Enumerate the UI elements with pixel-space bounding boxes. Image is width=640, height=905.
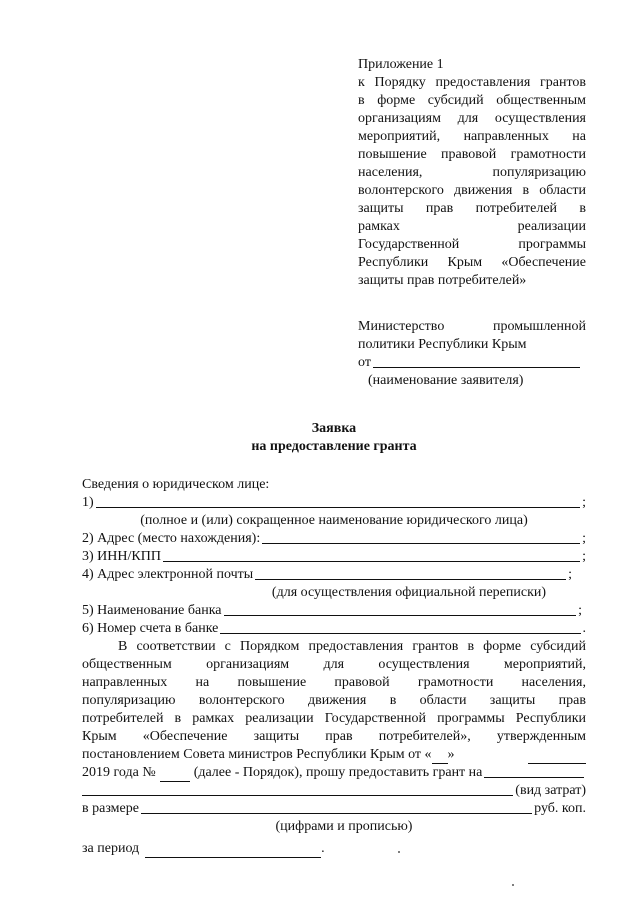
item-end: ; bbox=[582, 531, 586, 546]
paragraph-text: 2019 года № bbox=[82, 765, 156, 780]
decree-month-field[interactable] bbox=[528, 751, 586, 764]
ministry-line: Министерство промышленной bbox=[358, 319, 586, 334]
appendix-line: рамках реализации bbox=[358, 219, 586, 234]
item-end: ; bbox=[582, 495, 586, 510]
paragraph-line-10 bbox=[82, 800, 586, 818]
paragraph-line-9 bbox=[82, 782, 586, 800]
item-label: 1) bbox=[82, 495, 94, 510]
period-field[interactable] bbox=[145, 845, 321, 858]
org-name-caption: (полное и (или) сокращенное наименование юридического лица) bbox=[140, 513, 528, 528]
appendix-line: к Порядку предоставления грантов bbox=[358, 75, 586, 90]
form-row-6 bbox=[82, 620, 586, 638]
applicant-field[interactable] bbox=[373, 366, 580, 368]
paragraph-line: Крым «Обеспечение защиты прав потребителей», утвержденным bbox=[82, 729, 586, 744]
paragraph-line: популяризацию волонтерского движения в области защиты прав bbox=[82, 693, 586, 708]
item-label: 3) ИНН/КПП bbox=[82, 549, 161, 564]
item-end: . bbox=[582, 621, 586, 636]
paragraph-text: (далее - Порядок), прошу предоставить грант на bbox=[193, 765, 483, 780]
paragraph-text: » bbox=[447, 747, 455, 762]
bank-name-field[interactable] bbox=[224, 614, 577, 616]
item-label: 4) Адрес электронной почты bbox=[82, 567, 254, 582]
addressee-block bbox=[358, 318, 586, 390]
amount-field[interactable] bbox=[141, 812, 532, 814]
applicant-caption: (наименование заявителя) bbox=[368, 373, 524, 388]
amount-unit: руб. коп. bbox=[534, 801, 586, 816]
applicant-row bbox=[358, 354, 586, 372]
decree-day-field[interactable] bbox=[432, 751, 448, 764]
email-caption: (для осуществления официальной переписки) bbox=[271, 585, 547, 600]
paragraph-line: В соответствии с Порядком предоставления грантов в форме субсидий bbox=[118, 639, 586, 654]
section-title-text: Сведения о юридическом лице: bbox=[82, 477, 270, 492]
form-row-3 bbox=[82, 548, 586, 566]
ministry-line: политики Республики Крым bbox=[358, 337, 527, 352]
scan-speck bbox=[398, 851, 400, 853]
form-row-5 bbox=[82, 602, 586, 620]
email-field[interactable] bbox=[255, 578, 566, 580]
document-title bbox=[82, 420, 586, 456]
appendix-line: волонтерского движения в области bbox=[358, 183, 586, 198]
title-line: Заявка bbox=[311, 421, 357, 436]
paragraph-line-7 bbox=[82, 746, 586, 764]
form-body bbox=[82, 476, 586, 858]
appendix-line: Республики Крым «Обеспечение bbox=[358, 255, 586, 270]
org-name-field[interactable] bbox=[96, 506, 580, 508]
appendix-line: защиты прав потребителей» bbox=[358, 273, 527, 288]
appendix-line: населения, популяризацию bbox=[358, 165, 586, 180]
expense-type-field[interactable] bbox=[82, 794, 513, 796]
item-label: 2) Адрес (место нахождения): bbox=[82, 531, 261, 546]
appendix-line: защиты прав потребителей в bbox=[358, 201, 586, 216]
paragraph-line: потребителей в рамках реализации Государственной программы Республики bbox=[82, 711, 586, 726]
paragraph-line: общественным организациям для осуществления мероприятий, bbox=[82, 657, 586, 672]
period-label: за период bbox=[82, 841, 140, 856]
grant-purpose-field[interactable] bbox=[484, 776, 584, 778]
address-field[interactable] bbox=[262, 542, 580, 544]
paragraph-text: постановлением Совета министров Республики Крым от « bbox=[82, 747, 432, 762]
from-label: от bbox=[358, 355, 371, 370]
item-label: 6) Номер счета в банке bbox=[82, 621, 219, 636]
form-row-1 bbox=[82, 494, 586, 512]
paragraph-line-8 bbox=[82, 764, 586, 782]
appendix-line: Приложение 1 bbox=[358, 57, 444, 72]
expense-type-caption: (вид затрат) bbox=[515, 783, 586, 798]
item-end: ; bbox=[568, 567, 572, 582]
appendix-line: Государственной программы bbox=[358, 237, 586, 252]
section-title bbox=[82, 476, 586, 494]
amount-label: в размере bbox=[82, 801, 139, 816]
item-end: ; bbox=[582, 549, 586, 564]
scan-speck bbox=[512, 884, 514, 886]
paragraph-line-11 bbox=[82, 840, 586, 858]
appendix-block bbox=[358, 56, 586, 290]
appendix-line: повышение правовой грамотности bbox=[358, 147, 586, 162]
paragraph-line: направленных на повышение правовой грамотности населения, bbox=[82, 675, 586, 690]
period-end: . bbox=[321, 841, 325, 856]
decree-number-field[interactable] bbox=[160, 769, 190, 782]
inn-kpp-field[interactable] bbox=[163, 560, 580, 562]
item-label: 5) Наименование банка bbox=[82, 603, 222, 618]
appendix-line: мероприятий, направленных на bbox=[358, 129, 586, 144]
amount-caption: (цифрами и прописью) bbox=[275, 819, 413, 834]
form-row-4 bbox=[82, 566, 586, 584]
title-line: на предоставление гранта bbox=[251, 439, 417, 454]
account-number-field[interactable] bbox=[220, 632, 580, 634]
appendix-line: в форме субсидий общественным bbox=[358, 93, 586, 108]
appendix-line: организациям для осуществления bbox=[358, 111, 586, 126]
form-row-2 bbox=[82, 530, 586, 548]
request-paragraph bbox=[82, 638, 586, 858]
item-end: ; bbox=[578, 603, 582, 618]
